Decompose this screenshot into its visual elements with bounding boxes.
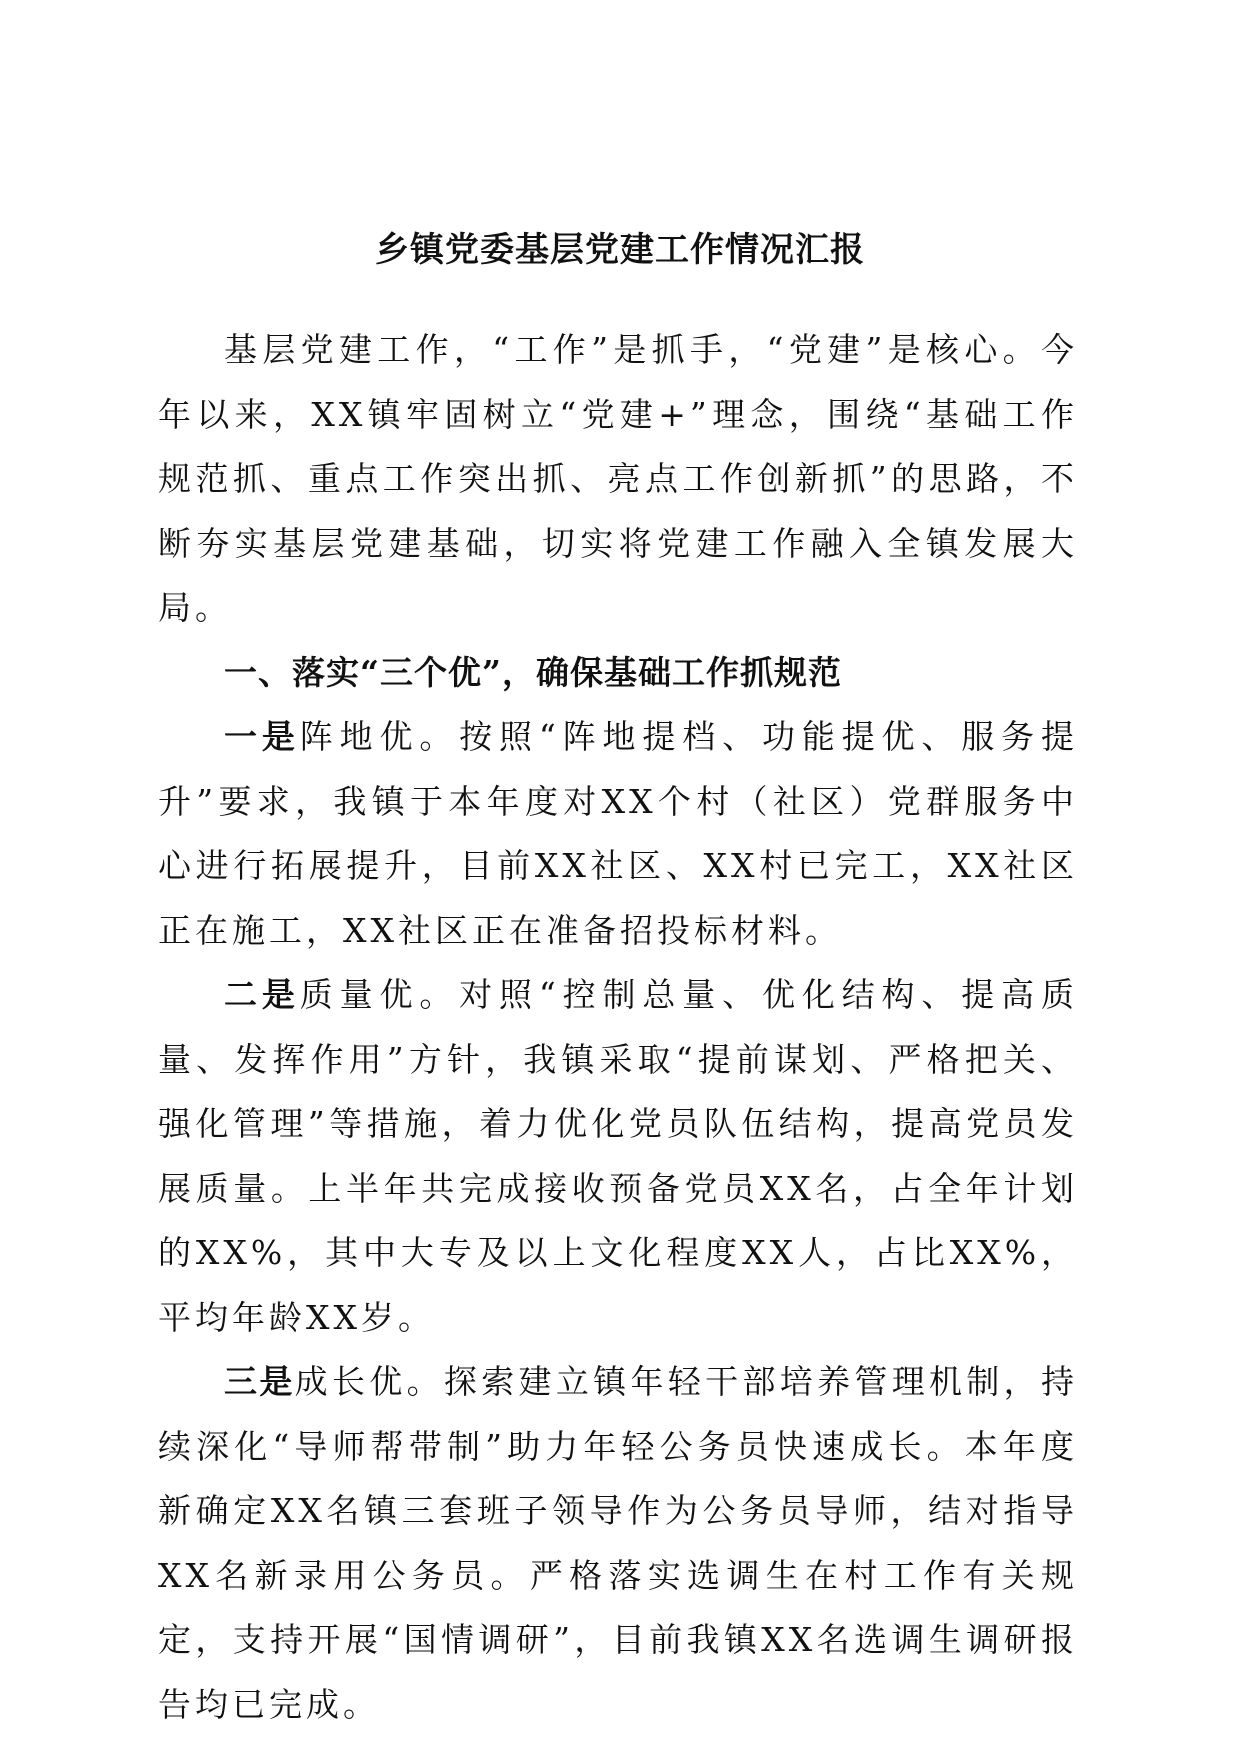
item-lead-3: 三是 [224, 1362, 295, 1401]
intro-paragraph: 基层党建工作，“工作”是抓手，“党建”是核心。今年以来，XX镇牢固树立“党建+”理念，围绕“基础工作规范抓、重点工作突出抓、亮点工作创新抓”的思路，不断夯实基层党建基础，切实将党建工作融入全镇发展大局。 [158, 330, 1078, 627]
document-body [158, 318, 1078, 1737]
item-paragraph-2 [158, 963, 1078, 1350]
item-lead-1: 一是 [224, 717, 300, 756]
section-heading: 一、落实“三个优”，确保基础工作抓规范 [224, 652, 842, 692]
item-paragraph-3 [158, 1350, 1078, 1737]
item-text-3: 成长优。探索建立镇年轻干部培养管理机制，持续深化“导师帮带制”助力年轻公务员快速成长。本年度新确定XX名镇三套班子领导作为公务员导师，结对指导XX名新录用公务员。严格落实选调生在村工作有关规定，支持开展“国情调研”，目前我镇XX名选调生调研报告均已完成。 [158, 1362, 1079, 1724]
document-title: 乡镇党委基层党建工作情况汇报 [375, 230, 865, 270]
item-lead-2: 二是 [224, 975, 300, 1014]
item-text-1: 阵地优。按照“阵地提档、功能提优、服务提升”要求，我镇于本年度对XX个村（社区）党群服务中心进行拓展提升，目前XX社区、XX村已完工，XX社区正在施工，XX社区正在准备招投标材料。 [158, 717, 1079, 950]
item-text-2: 质量优。对照“控制总量、优化结构、提高质量、发挥作用”方针，我镇采取“提前谋划、严格把关、强化管理”等措施，着力优化党员队伍结构，提高党员发展质量。上半年共完成接收预备党员XX名，占全年计划的XX%，其中大专及以上文化程度XX人，占比XX%，平均年龄XX岁。 [158, 975, 1079, 1337]
item-paragraph-1 [158, 705, 1078, 963]
